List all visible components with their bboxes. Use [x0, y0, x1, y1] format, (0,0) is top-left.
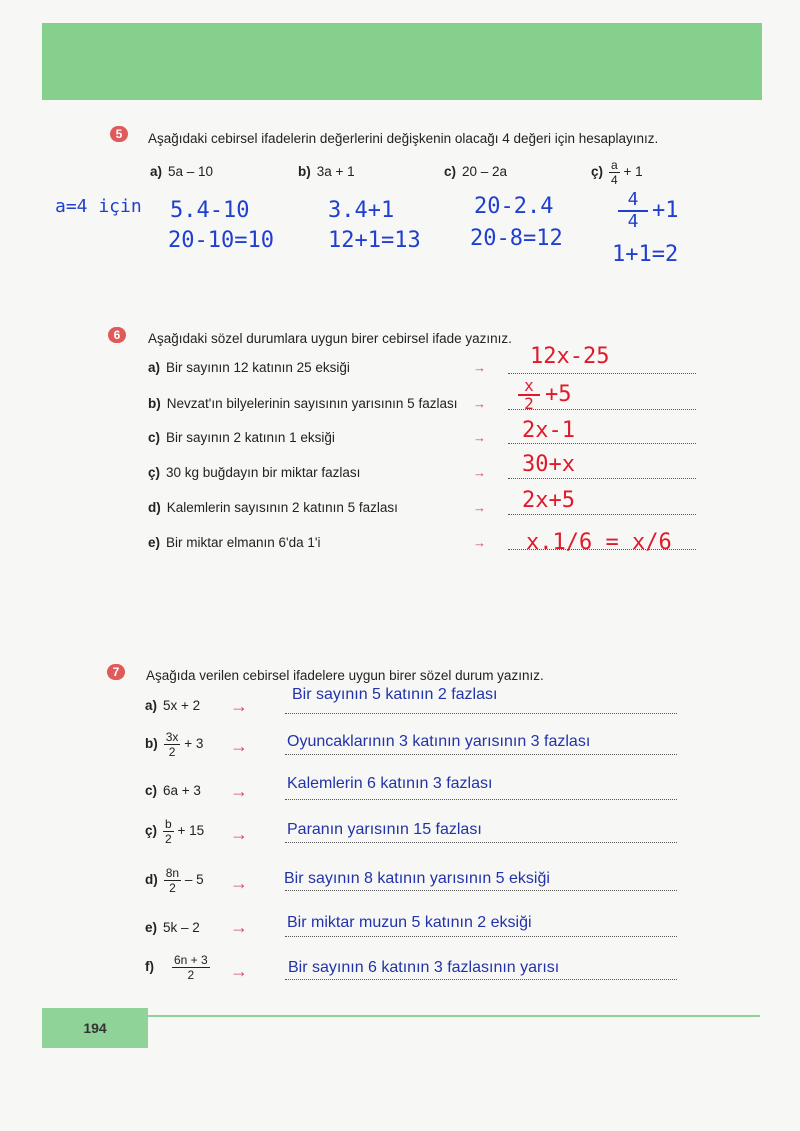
q6-answer-b: +5: [545, 382, 572, 407]
q7-item-e: e) 5k – 2: [145, 920, 200, 935]
arrow-icon: →: [230, 736, 248, 756]
question-6-text: Aşağıdaki sözel durumlara uygun birer cebirsel ifade yazınız.: [148, 331, 512, 346]
header-band: [42, 23, 762, 100]
arrow-icon: →: [230, 917, 248, 937]
q7-answer-a: Bir sayının 5 katının 2 fazlası: [292, 686, 498, 703]
hw-prefix: a=4 için: [55, 196, 142, 217]
question-5-badge: 5: [110, 126, 128, 142]
arrow-icon: →: [473, 360, 486, 375]
q6-item-d: d) Kalemlerin sayısının 2 katının 5 fazlası: [148, 500, 398, 515]
hw-d-plus: +1: [652, 198, 679, 223]
hw-d-line2: 1+1=2: [612, 242, 679, 267]
footer-line: [42, 1015, 760, 1017]
arrow-icon: →: [473, 465, 486, 480]
q7-answer-c-cedilla: Paranın yarısının 15 fazlası: [287, 821, 482, 838]
q7-answer-f: Bir sayının 6 katının 3 fazlasının yarısı: [288, 959, 560, 976]
hw-a-line1: 5.4-10: [170, 198, 250, 223]
q7-item-c-cedilla: ç) $\frac{b}{2}$ + 15: [145, 817, 205, 846]
q6-item-a: a) Bir sayının 12 katının 25 eksiği: [148, 360, 350, 375]
arrow-icon: →: [230, 781, 248, 801]
q7-item-c: c) 6a + 3: [145, 783, 201, 798]
arrow-icon: →: [230, 824, 248, 844]
answer-line: [508, 478, 696, 479]
hw-b-line2: 12+1=13: [328, 228, 421, 253]
answer-line: [285, 842, 677, 843]
question-7-badge: 7: [107, 664, 125, 680]
arrow-icon: →: [473, 500, 486, 515]
answer-line: [285, 799, 677, 800]
arrow-icon: →: [473, 535, 486, 550]
q6-answer-d-cedilla: 30+x: [522, 452, 575, 477]
arrow-icon: →: [473, 430, 486, 445]
arrow-icon: →: [230, 873, 248, 893]
answer-line: [285, 754, 677, 755]
answer-line: [285, 890, 677, 891]
hw-d-fraction: 4 4: [618, 190, 648, 232]
q5-item-d: ç) $\frac{a}{4}$ + 1: [591, 158, 643, 187]
q6-answer-c: 2x-1: [522, 418, 575, 443]
question-7-text: Aşağıda verilen cebirsel ifadelere uygun birer sözel durum yazınız.: [146, 668, 544, 683]
hw-c-line1: 20-2.4: [474, 194, 554, 219]
answer-line: [508, 514, 696, 515]
answer-line: [508, 443, 696, 444]
q6-answer-b-fraction: x 2: [518, 378, 540, 412]
question-6-badge: 6: [108, 327, 126, 343]
q7-item-b: b) $\frac{3x}{2}$ + 3: [145, 730, 204, 759]
hw-a-line2: 20-10=10: [168, 228, 274, 253]
q7-answer-e: Bir miktar muzun 5 katının 2 eksiği: [287, 914, 532, 931]
q6-answer-e: x.1/6 = x/6: [526, 530, 672, 555]
hw-c-line2: 20-8=12: [470, 226, 563, 251]
q7-item-a: a) 5x + 2: [145, 698, 201, 713]
arrow-icon: →: [230, 961, 248, 981]
q7-answer-c: Kalemlerin 6 katının 3 fazlası: [287, 775, 493, 792]
q6-item-e: e) Bir miktar elmanın 6'da 1'i: [148, 535, 321, 550]
q7-item-f: f) $\frac{6n + 3}{2}$: [145, 953, 208, 982]
q6-answer-d: 2x+5: [522, 488, 575, 513]
answer-line: [285, 936, 677, 937]
q6-item-b: b) Nevzat'ın bilyelerinin sayısının yarısının 5 fazlası: [148, 396, 458, 411]
question-5-text: Aşağıdaki cebirsel ifadelerin değerlerini değişkenin olacağı 4 değeri için hesaplayınız.: [148, 131, 659, 146]
q5-item-b: b) 3a + 1: [298, 164, 355, 179]
answer-line: [285, 979, 677, 980]
q6-item-c: c) Bir sayının 2 katının 1 eksiği: [148, 430, 335, 445]
page-number: 194: [83, 1020, 107, 1036]
q5-item-a: a) 5a – 10: [150, 164, 214, 179]
q6-item-d-cedilla: ç) 30 kg buğdayın bir miktar fazlası: [148, 465, 361, 480]
answer-line: [508, 373, 696, 374]
q7-answer-d: Bir sayının 8 katının yarısının 5 eksiği: [284, 870, 550, 887]
q7-item-d: d) $\frac{8n}{2}$ – 5: [145, 866, 204, 895]
q5-item-c: c) 20 – 2a: [444, 164, 508, 179]
arrow-icon: →: [230, 696, 248, 716]
arrow-icon: →: [473, 396, 486, 411]
q6-answer-a: 12x-25: [530, 344, 610, 369]
hw-b-line1: 3.4+1: [328, 198, 395, 223]
answer-line: [285, 713, 677, 714]
q7-answer-b: Oyuncaklarının 3 katının yarısının 3 fazlası: [287, 733, 591, 750]
